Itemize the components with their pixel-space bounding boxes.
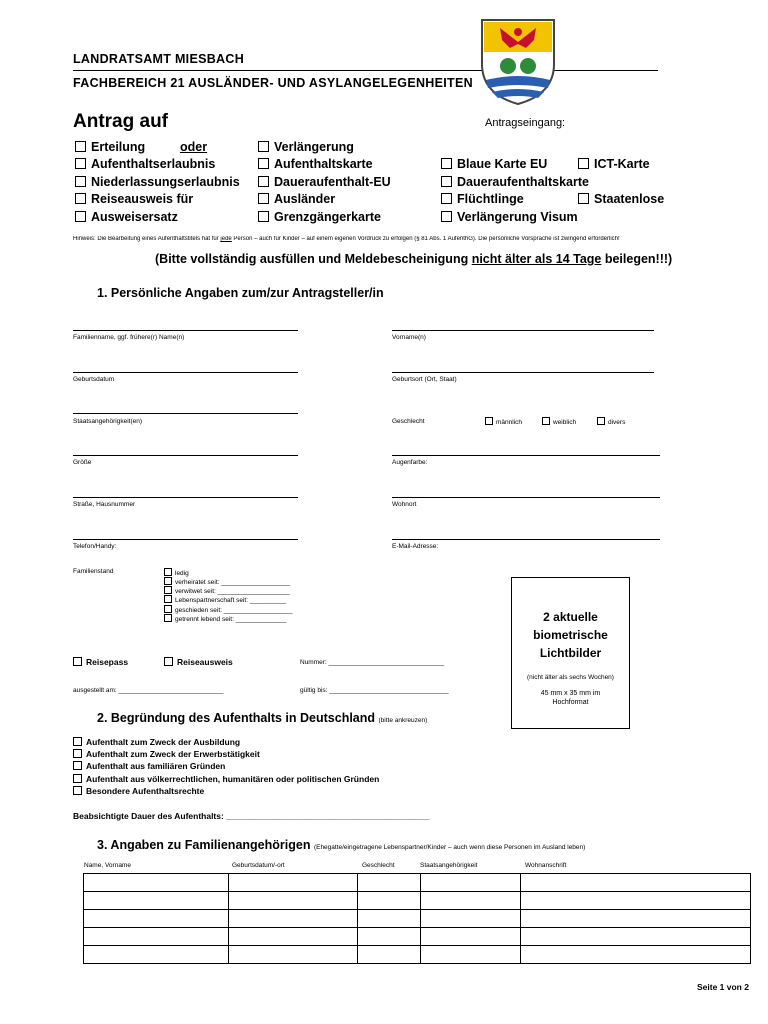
crest-logo — [478, 14, 558, 106]
label-telefon: Telefon/Handy: — [73, 543, 117, 550]
checkbox-icon[interactable] — [164, 595, 172, 603]
section-2-title: 2. Begründung des Aufenthalts in Deutschland (bitte ankreuzen) — [97, 711, 428, 725]
family-table — [83, 873, 751, 964]
table-row — [84, 928, 751, 946]
option-daueraufenthalt-eu[interactable]: Daueraufenthalt-EU — [258, 175, 391, 189]
org-line-2: FACHBEREICH 21 AUSLÄNDER- UND ASYLANGELEGENHEITEN — [73, 76, 473, 90]
familienstand-verheiratet[interactable]: verheiratet seit: ___________________ — [164, 577, 290, 586]
nummer-field[interactable]: Nummer: ________________________________ — [300, 659, 445, 666]
reason-besondere[interactable]: Besondere Aufenthaltsrechte — [73, 786, 204, 796]
checkbox-icon[interactable] — [73, 749, 82, 758]
label-geburtsort: Geburtsort (Ort, Staat) — [392, 376, 457, 383]
gueltig-field[interactable]: gültig bis: _________________________________ — [300, 687, 449, 694]
checkbox-icon[interactable] — [485, 417, 493, 425]
checkbox-icon[interactable] — [73, 774, 82, 783]
checkbox-icon[interactable] — [75, 158, 86, 169]
checkbox-icon[interactable] — [258, 158, 269, 169]
photo-title: 2 aktuelle biometrische Lichtbilder — [533, 610, 608, 660]
staatsangehoerigkeit-field[interactable] — [73, 413, 298, 414]
notice-text: (Bitte vollständig ausfüllen und Meldebescheinigung nicht älter als 14 Tage beilegen!!!) — [155, 252, 673, 266]
checkbox-icon[interactable] — [164, 657, 173, 666]
gender-divers[interactable]: divers — [597, 417, 625, 426]
photo-note-1: (nicht älter als sechs Wochen) — [527, 674, 614, 681]
wohnort-field[interactable] — [392, 497, 660, 498]
label-familienname: Familienname, ggf. frühere(r) Name(n) — [73, 334, 185, 341]
option-verlaengerung[interactable]: Verlängerung — [258, 140, 354, 154]
option-aufenthaltskarte[interactable]: Aufenthaltskarte — [258, 157, 373, 171]
strasse-field[interactable] — [73, 497, 298, 498]
page-number: Seite 1 von 2 — [697, 982, 749, 992]
checkbox-icon[interactable] — [75, 193, 86, 204]
checkbox-icon[interactable] — [441, 211, 452, 222]
section-1-title: 1. Persönliche Angaben zum/zur Antragsteller/in — [97, 286, 384, 300]
label-staatsangehoerigkeit: Staatsangehörigkeit(en) — [73, 418, 143, 425]
col-geburtsdatum: Geburtsdatum/-ort — [232, 862, 285, 869]
option-reisepass[interactable]: Reisepass — [73, 657, 128, 667]
familienstand-ledig[interactable]: ledig — [164, 568, 189, 577]
option-auslaender[interactable]: Ausländer — [258, 192, 335, 206]
col-name: Name, Vorname — [84, 862, 131, 869]
checkbox-icon[interactable] — [441, 193, 452, 204]
header-divider — [73, 70, 658, 71]
checkbox-icon[interactable] — [164, 614, 172, 622]
familienstand-lebenspartnerschaft[interactable]: Lebenspartnerschaft seit: __________ — [164, 595, 286, 604]
checkbox-icon[interactable] — [75, 141, 86, 152]
option-reiseausweis-doc[interactable]: Reiseausweis — [164, 657, 233, 667]
duration-field[interactable]: Beabsichtigte Dauer des Aufenthalts: ___________________________________________ — [73, 811, 430, 821]
table-row — [84, 946, 751, 964]
familienstand-geschieden[interactable]: geschieden seit: ___________________ — [164, 605, 292, 614]
option-verlaengerung-visum[interactable]: Verlängerung Visum — [441, 210, 578, 224]
option-ict-karte[interactable]: ICT-Karte — [578, 157, 650, 171]
groesse-field[interactable] — [73, 455, 298, 456]
checkbox-icon[interactable] — [75, 176, 86, 187]
checkbox-icon[interactable] — [73, 786, 82, 795]
option-erteilung[interactable]: Erteilung — [75, 140, 145, 154]
checkbox-icon[interactable] — [73, 657, 82, 666]
reason-humanitaer[interactable]: Aufenthalt aus völkerrechtlichen, humanitären oder politischen Gründen — [73, 774, 379, 784]
familienstand-verwitwet[interactable]: verwitwet seit: ____________________ — [164, 586, 290, 595]
checkbox-icon[interactable] — [258, 193, 269, 204]
option-blaue-karte-eu[interactable]: Blaue Karte EU — [441, 157, 547, 171]
label-vorname: Vorname(n) — [392, 334, 426, 341]
option-fluechtlinge[interactable]: Flüchtlinge — [441, 192, 524, 206]
option-daueraufenthaltskarte[interactable]: Daueraufenthaltskarte — [441, 175, 589, 189]
option-niederlassungserlaubnis[interactable]: Niederlassungserlaubnis — [75, 175, 240, 189]
org-line-1: LANDRATSAMT MIESBACH — [73, 52, 245, 66]
photo-box — [511, 577, 630, 729]
table-row — [84, 910, 751, 928]
checkbox-icon[interactable] — [258, 176, 269, 187]
antragseingang-label: Antragseingang: — [485, 117, 566, 129]
option-ausweisersatz[interactable]: Ausweisersatz — [75, 210, 178, 224]
col-geschlecht: Geschlecht — [362, 862, 395, 869]
vorname-field[interactable] — [392, 330, 654, 331]
label-geburtsdatum: Geburtsdatum — [73, 376, 115, 383]
checkbox-icon[interactable] — [441, 158, 452, 169]
table-row — [84, 892, 751, 910]
section-3-title: 3. Angaben zu Familienangehörigen (Ehegatte/eingetragene Lebenspartner/Kinder – auch wenn diese Personen im Ausland leben) — [97, 838, 586, 852]
oder-label: oder — [180, 140, 208, 154]
familienstand-getrennt[interactable]: getrennt lebend seit: ______________ — [164, 614, 286, 623]
hint-text: Hinweis: Die Bearbeitung eines Aufenthaltstitels hat für jede Person – auch für Kinder – auf einem eigenen Vordruck zu erfolgen (§ 81 Abs. 1 AufenthG). Die persönliche Vorsprache ist zwingend erforderlich! — [73, 236, 620, 242]
col-wohnanschrift: Wohnanschrift — [525, 862, 567, 869]
reason-erwerbstaetigkeit[interactable]: Aufenthalt zum Zweck der Erwerbstätigkeit — [73, 749, 260, 759]
checkbox-icon[interactable] — [441, 176, 452, 187]
checkbox-icon[interactable] — [258, 141, 269, 152]
checkbox-icon[interactable] — [258, 211, 269, 222]
label-familienstand: Familienstand — [73, 568, 114, 575]
label-groesse: Größe — [73, 459, 92, 466]
reason-ausbildung[interactable]: Aufenthalt zum Zweck der Ausbildung — [73, 737, 240, 747]
checkbox-icon[interactable] — [164, 605, 172, 613]
gender-maennlich[interactable]: männlich — [485, 417, 522, 426]
option-staatenlose[interactable]: Staatenlose — [578, 192, 664, 206]
checkbox-icon[interactable] — [164, 568, 172, 576]
checkbox-icon[interactable] — [578, 193, 589, 204]
label-email: E-Mail-Adresse: — [392, 543, 439, 550]
checkbox-icon[interactable] — [164, 577, 172, 585]
label-augenfarbe: Augenfarbe: — [392, 459, 428, 466]
label-wohnort: Wohnort — [392, 501, 417, 508]
familienname-field[interactable] — [73, 330, 298, 331]
table-row — [84, 874, 751, 892]
geburtsort-field[interactable] — [392, 372, 654, 373]
checkbox-icon[interactable] — [73, 737, 82, 746]
reason-familiaer[interactable]: Aufenthalt aus familiären Gründen — [73, 761, 225, 771]
photo-note-2: 45 mm x 35 mm im Hochformat — [540, 690, 601, 706]
label-geschlecht: Geschlecht — [392, 418, 425, 425]
col-staatsangehoerigkeit: Staatsangehörigkeit — [420, 862, 478, 869]
ausgestellt-field[interactable]: ausgestellt am: _____________________________ — [73, 687, 224, 694]
option-grenzgaengerkarte[interactable]: Grenzgängerkarte — [258, 210, 381, 224]
form-title: Antrag auf — [73, 111, 168, 132]
augenfarbe-field[interactable] — [392, 455, 660, 456]
checkbox-icon[interactable] — [73, 761, 82, 770]
checkbox-icon[interactable] — [164, 586, 172, 594]
checkbox-icon[interactable] — [75, 211, 86, 222]
email-field[interactable] — [392, 539, 660, 540]
label-strasse: Straße, Hausnummer — [73, 501, 136, 508]
checkbox-icon[interactable] — [578, 158, 589, 169]
checkbox-icon[interactable] — [597, 417, 605, 425]
telefon-field[interactable] — [73, 539, 298, 540]
checkbox-icon[interactable] — [542, 417, 550, 425]
option-reiseausweis[interactable]: Reiseausweis für — [75, 192, 193, 206]
geburtsdatum-field[interactable] — [73, 372, 298, 373]
option-aufenthaltserlaubnis[interactable]: Aufenthaltserlaubnis — [75, 157, 215, 171]
gender-weiblich[interactable]: weiblich — [542, 417, 576, 426]
